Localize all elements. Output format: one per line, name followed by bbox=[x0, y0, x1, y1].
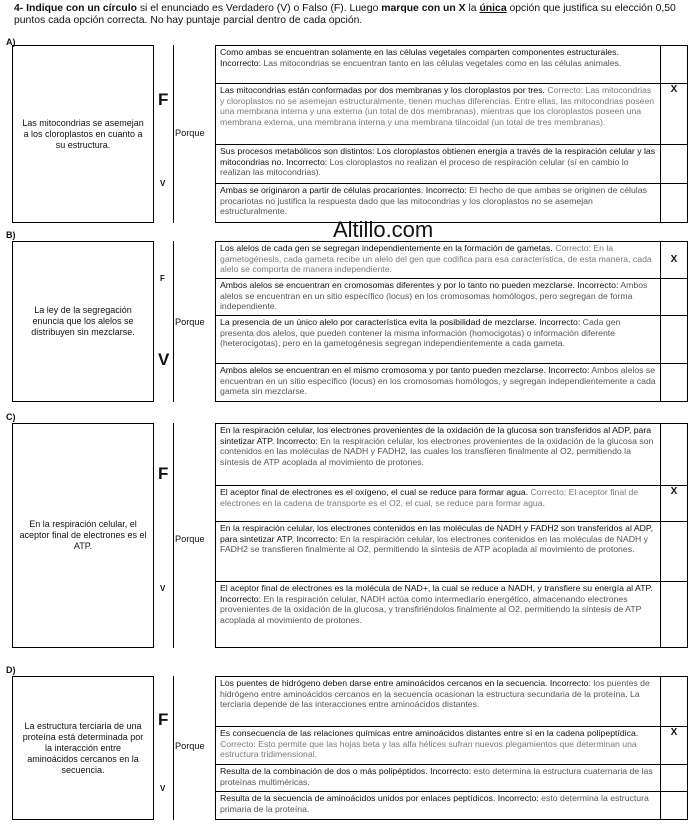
instructions bbox=[14, 3, 694, 27]
section-c-option-1[interactable] bbox=[215, 423, 661, 486]
section-a-option-small[interactable]: V bbox=[160, 179, 166, 188]
option-verdict: Correcto: bbox=[552, 243, 591, 253]
section-a-label: A) bbox=[6, 37, 16, 47]
option-explanation: Ambos alelos se encuentran en un sitio específico (locus) en los cromosomas homólogos, y segregan independientemente a cada gameta sin mezclarse. bbox=[220, 365, 656, 397]
section-d-option-4[interactable] bbox=[215, 791, 661, 820]
option-verdict: Correcto: bbox=[544, 85, 584, 95]
instructions-underline: única bbox=[479, 3, 507, 14]
section-b-label: B) bbox=[6, 230, 16, 240]
option-verdict: Incorrecto: bbox=[423, 185, 467, 195]
instructions-mid1: si el enunciado es Verdadero (V) o Falso (F). Luego bbox=[136, 3, 382, 14]
section-a-mark-4[interactable] bbox=[660, 183, 688, 223]
option-statement: Resulta de la combinación de dos o más polipéptidos. bbox=[220, 766, 428, 776]
section-a-mark-2[interactable]: X bbox=[660, 83, 688, 145]
option-statement: El aceptor final de electrones es la molécula de NAD+, la cual se reduce a NADH, y transfiere su energía al ATP. bbox=[220, 583, 653, 593]
section-c-mark-4[interactable] bbox=[660, 581, 688, 648]
option-explanation: El aceptor final de electrones en la cadena de transporte es el O2, el cual, se reduce para formar agua. bbox=[220, 487, 639, 508]
section-d-label: D) bbox=[6, 665, 16, 675]
option-verdict: Incorrecto: bbox=[495, 793, 539, 803]
option-explanation: esto determina la estructura primaria de la proteína. bbox=[220, 793, 649, 814]
option-verdict: Incorrecto: bbox=[427, 766, 472, 776]
section-a-porque: Porque bbox=[175, 128, 205, 138]
option-explanation: esto determina la estructura cuaternaria de las proteínas multiméricas. bbox=[220, 766, 653, 787]
option-explanation: En la respiración celular, los electrones provenientes de la oxidación de la glucosa son contenidos en las moléculas de NADH y FADH2, las cuales los transfieren finalmente al O2, permitiendo la síntesis de ATP acoplada al movimiento de protones. bbox=[220, 435, 654, 467]
section-b-mark-3[interactable] bbox=[660, 315, 688, 364]
section-a-statement: Las mitocondrias se asemejan a los cloroplastos en cuanto a su estructura. bbox=[12, 45, 154, 223]
instructions-rest: opción que justifica su elección 0,50 puntos cada opción correcta. No hay puntaje parcial dentro de cada opción. bbox=[14, 3, 676, 26]
section-b-divider bbox=[173, 241, 174, 402]
option-statement: Los puentes de hidrógeno deben darse entre aminoácidos cercanos en la secuencia. bbox=[220, 678, 548, 688]
section-d-mark-1[interactable] bbox=[660, 676, 688, 727]
section-a-option-1[interactable] bbox=[215, 45, 661, 84]
option-verdict: Incorrecto: bbox=[274, 435, 318, 446]
section-a-mark-3[interactable] bbox=[660, 144, 688, 184]
section-d-porque: Porque bbox=[175, 741, 205, 751]
section-d-mark-4[interactable] bbox=[660, 791, 688, 820]
section-d-option-1[interactable] bbox=[215, 676, 661, 727]
option-explanation: Las mitocondrias y cloroplastos no se asemejan estructuralmente, tienen muchas diferencias. Entre ellas, las mitocondrias poseen una membrana interna y una externa (un total de dos membranas), mientras que los cloroplastos poseen una membrana externa, una membrana interna y una membrana tilacoidal (un total de tres membranas). bbox=[220, 85, 655, 127]
section-d-mark-3[interactable] bbox=[660, 764, 688, 792]
section-b-option-small[interactable]: F bbox=[160, 274, 165, 283]
section-c-mark-3[interactable] bbox=[660, 521, 688, 582]
option-verdict: Correcto: bbox=[528, 487, 567, 497]
option-explanation: Cada gen presenta dos alelos, que pueden contener la misma información (homocigotas) o información diferente (heterocigotas), pero en la gametogénesis segregan independientemente a cada gameta. bbox=[220, 317, 621, 349]
section-b-option-4[interactable] bbox=[215, 363, 661, 402]
option-statement: En la respiración celular, los electrones provenientes de la oxidación de la glucosa son transferidos al ADP, para sintetizar ATP. bbox=[220, 425, 652, 446]
option-explanation: Esto permite que las hojas beta y las alfa hélices sufran nuevos plegamientos que determinan una estructura tridimensional. bbox=[220, 738, 637, 760]
option-explanation: En la gametogénesis, cada gameta recibe un alelo del gen que codifica para esa característica, de esta manera, cada alelo se comporta de manera independiente. bbox=[220, 243, 652, 275]
section-d-option-2[interactable] bbox=[215, 726, 661, 765]
option-explanation: En la respiración celular, los electrones contenidos en las moléculas de NADH y FADH2 se transfieren finalmente al O2, permitiendo la síntesis de ATP acoplada al movimiento de protones. bbox=[220, 533, 649, 555]
section-c-option-big[interactable]: F bbox=[158, 464, 169, 483]
section-a-mark-1[interactable] bbox=[660, 45, 688, 84]
option-statement: Resulta de la secuencia de aminoácidos unidos por enlaces peptídicos. bbox=[220, 793, 496, 803]
option-statement: La presencia de un único alelo por característica evita la posibilidad de mezclarse. bbox=[220, 317, 537, 327]
option-verdict: Incorrecto: bbox=[220, 57, 262, 68]
section-b-porque: Porque bbox=[175, 317, 205, 327]
section-b-mark-2[interactable] bbox=[660, 278, 688, 316]
section-a-divider bbox=[173, 45, 174, 223]
option-statement: Ambos alelos se encuentran en el mismo cromosoma y por tanto pueden mezclarse. bbox=[220, 365, 546, 375]
section-c-statement: En la respiración celular, el aceptor final de electrones es el ATP. bbox=[12, 423, 154, 648]
option-verdict: Incorrecto: bbox=[536, 317, 581, 327]
instructions-mid2: la bbox=[465, 3, 480, 14]
section-d-option-small[interactable]: V bbox=[160, 784, 166, 793]
option-explanation: los puentes de hidrógeno entre aminoácidos cercanos en la secuencia ocasionan la estructura secundaria de la proteína. La terciaria depende de las interacciones entre aminoácidos distantes. bbox=[220, 678, 650, 710]
instructions-prefix: 4- Indique con un círculo bbox=[14, 3, 137, 14]
option-explanation: Las mitocondrias se encuentran tanto en las células vegetales como en las células animales. bbox=[261, 57, 622, 68]
section-c-mark-2[interactable]: X bbox=[660, 485, 688, 522]
section-a-option-4[interactable] bbox=[215, 183, 661, 223]
option-verdict: Incorrecto: bbox=[545, 365, 590, 375]
section-c-option-small[interactable]: V bbox=[160, 584, 166, 593]
option-statement: Las mitocondrias están conformadas por dos membranas y los cloroplastos por tres. bbox=[220, 85, 545, 95]
option-statement: Es consecuencia de las relaciones químicas entre aminoácidos distantes entre sí en la cadena polipeptídica. bbox=[220, 728, 639, 738]
section-b-statement: La ley de la segregación enuncia que los alelos se distribuyen sin mezclarse. bbox=[12, 241, 154, 402]
watermark: Altillo.com bbox=[333, 217, 434, 242]
section-d-divider bbox=[173, 676, 174, 820]
section-b-mark-4[interactable] bbox=[660, 363, 688, 402]
option-statement: El aceptor final de electrones es el oxígeno, el cual se reduce para formar agua. bbox=[220, 487, 529, 497]
option-verdict: Correcto: bbox=[220, 738, 256, 749]
section-c-mark-1[interactable] bbox=[660, 423, 688, 486]
option-statement: Como ambas se encuentran solamente en las células vegetales comparten componentes estructurales. bbox=[220, 47, 619, 57]
instructions-bold: marque con un X bbox=[381, 3, 466, 14]
section-a-option-2[interactable] bbox=[215, 83, 661, 145]
option-explanation: Los cloroplastos no realizan el proceso de respiración celular (sí en cambio lo realizan las mitocondrias). bbox=[220, 156, 629, 178]
section-a-option-3[interactable] bbox=[215, 144, 661, 184]
section-c-option-3[interactable] bbox=[215, 521, 661, 582]
section-b-option-big[interactable]: V bbox=[158, 350, 170, 369]
option-verdict: Incorrecto: bbox=[283, 156, 328, 167]
section-b-mark-1[interactable]: X bbox=[660, 241, 688, 279]
option-verdict: Incorrecto: bbox=[547, 678, 591, 688]
section-c-porque: Porque bbox=[175, 534, 205, 544]
section-d-option-big[interactable]: F bbox=[158, 710, 169, 729]
option-explanation: Ambos alelos se encuentran en un sitio específico (locus) en los cromosomas homólogos, pero segregan de forma independiente. bbox=[220, 280, 648, 312]
option-statement: Ambas se originaron a partir de células procariontes. bbox=[220, 185, 424, 195]
option-explanation: El hecho de que ambas se originen de células procariotas no justifica la respuesta dado que las mitocondrias y los cloroplastos no se asemejan estructuralmente. bbox=[220, 185, 647, 217]
section-d-mark-2[interactable]: X bbox=[660, 726, 688, 765]
option-explanation: En la respiración celular, NADH actúa como intermediario energético, almacenando electrones provenientes de la oxidación de la glucosa, y transfiriéndolos finalmente al O2, permitiendo la síntesis de ATP acoplada al movimiento de protones. bbox=[220, 593, 642, 625]
option-verdict: Incorrecto: bbox=[574, 280, 619, 290]
option-statement: Los alelos de cada gen se segregan independientemente en la formación de gametas. bbox=[220, 243, 553, 253]
option-verdict: Incorrecto: bbox=[294, 533, 338, 544]
section-d-option-3[interactable] bbox=[215, 764, 661, 792]
section-b-option-3[interactable] bbox=[215, 315, 661, 364]
section-c-option-2[interactable] bbox=[215, 485, 661, 522]
section-a-option-big[interactable]: F bbox=[158, 90, 169, 109]
section-b-option-2[interactable] bbox=[215, 278, 661, 316]
option-statement: En la respiración celular, los electrones contenidos en las moléculas de NADH y FADH2 son transferidos al ADP, para sintetizar ATP. bbox=[220, 523, 653, 544]
section-c-label: C) bbox=[6, 412, 16, 422]
option-statement: Ambos alelos se encuentran en cromosomas diferentes y por lo tanto no pueden mezclarse. bbox=[220, 280, 575, 290]
option-statement: Sus procesos metabólicos son distintos: Los cloroplastos obtienen energía a través de la respiración celular y las mitocondrias no. bbox=[220, 146, 656, 167]
section-c-option-4[interactable] bbox=[215, 581, 661, 648]
section-d-statement: La estructura terciaria de una proteína está determinada por la interacción entre aminoácidos cercanos en la secuencia. bbox=[12, 676, 154, 820]
section-c-divider bbox=[173, 423, 174, 648]
option-verdict: Incorrecto: bbox=[220, 593, 262, 604]
section-b-option-1[interactable] bbox=[215, 241, 661, 279]
